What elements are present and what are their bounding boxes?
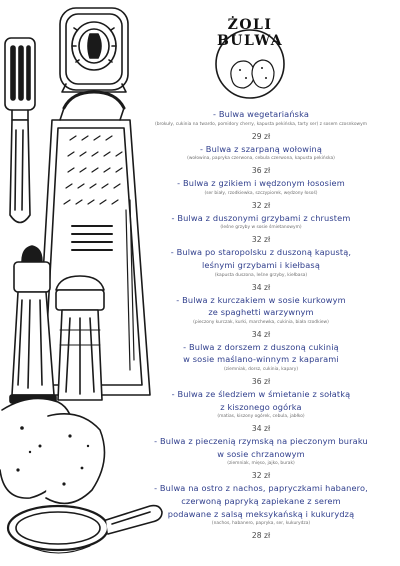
brand-logo [214, 4, 286, 104]
menu-item-description: (matias, kiszony ogórek, cebula, jabłko) [217, 414, 305, 420]
menu-item [128, 177, 394, 212]
menu-item-price: 32 zł [251, 235, 271, 245]
menu-item-description: (leśne grzyby w sosie śmietanowym) [220, 225, 302, 231]
menu-item-price: 32 zł [251, 471, 271, 481]
spatula-icon [5, 38, 35, 223]
menu-item-name: - Bulwa po staropolsku z duszoną kapustą, leśnymi grzybami i kiełbasą [170, 247, 352, 270]
menu-item-name: - Bulwa z gzikiem i wędzonym łososiem [177, 178, 345, 189]
menu-item-description: (pieczony kurczak, kurki, marchewka, cukinia, biała rzodkiew) [193, 319, 329, 325]
menu-item-name: - Bulwa ze śledziem w śmietanie z sołatką z kiszonego ogórka [171, 388, 351, 412]
menu-item [128, 108, 394, 143]
menu-item-name: - Bulwa z szarpaną wołowiną [199, 143, 323, 154]
menu-item-price: 36 zł [251, 166, 271, 176]
menu-item-name: - Bulwa wegetariańska [212, 109, 310, 119]
menu-item-price: 28 zł [251, 531, 271, 541]
menu-item-price: 36 zł [251, 376, 271, 386]
menu-item-description: (wołowina, papryka czerwona, cebula czerwona, kapusta pekińska) [187, 156, 335, 162]
menu-item-description: (nachos, habanero, papryka, ser, kukurydza) [211, 521, 311, 527]
menu-item [128, 294, 394, 341]
menu-item [128, 341, 394, 388]
menu-item-description: (ziemniak, dorsz, cukinia, kapary) [223, 366, 299, 372]
menu-item-price: 34 zł [251, 424, 271, 434]
menu-item-price: 34 zł [251, 282, 271, 292]
kitchen-timer-icon [60, 8, 128, 92]
menu-item-name: - Bulwa z pieczenią rzymską na pieczonym buraku w sosie chrzanowym [154, 436, 368, 459]
menu-item-name: - Bulwa z kurczakiem w sosie kurkowym ze spaghetti warzywnym [176, 294, 346, 318]
menu-item [128, 388, 394, 435]
menu-item-price: 32 zł [251, 200, 271, 210]
menu-item-description: (brokuły, cukinia na twardo, pomidory cherry, kapusta pekińska, tarty ser) z sosem czosnkowym [155, 121, 367, 127]
menu-item [128, 212, 394, 247]
pepper-grinder-icon [10, 246, 56, 403]
salt-grinder-icon [56, 276, 104, 400]
menu-item-description: (ser biały, rzodkiewka, szczypiorek, wędzony łosoś) [204, 190, 318, 196]
menu-item-price: 29 zł [251, 131, 271, 141]
menu-item-price: 34 zł [251, 329, 271, 339]
menu-list [128, 108, 394, 542]
menu-item-name: - Bulwa z dorszem z duszoną cukinią w sosie maślano-winnym z kaparami [183, 341, 339, 365]
menu-item-description: (kapusta duszona, leśne grzyby, kiełbasa) [214, 272, 308, 278]
brand-name-line2: BULWA [216, 33, 284, 49]
menu-item [128, 482, 394, 542]
menu-item [128, 143, 394, 178]
menu-item-name: - Bulwa na ostro z nachos, papryczkami habanero, czerwoną papryką zapiekane z serem podawane z salsą meksykańską i kukurydzą [154, 483, 368, 519]
logo-potatoes-icon [231, 60, 274, 88]
menu-item-description: (ziemniak, mięso, jajko, burak) [227, 461, 295, 467]
brand-name-line1: ŻOLI [227, 17, 273, 33]
menu-item [128, 246, 394, 293]
potatoes-icon [0, 398, 105, 503]
menu-item-name: - Bulwa z duszonymi grzybami z chrustem [171, 212, 351, 223]
menu-item [128, 435, 394, 482]
